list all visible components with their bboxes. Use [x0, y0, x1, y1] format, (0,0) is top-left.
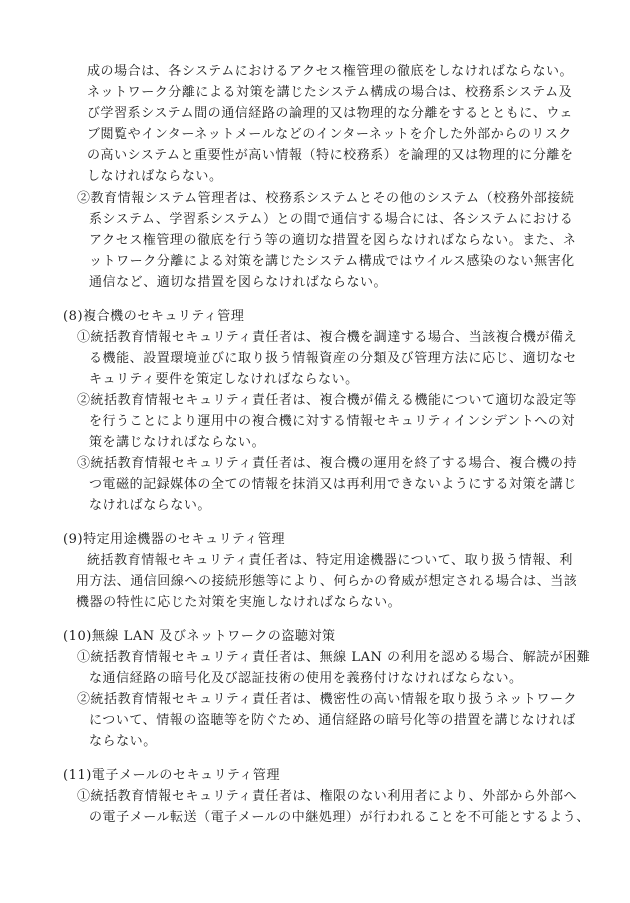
text-line: 策を講じなければならない。 — [89, 435, 266, 450]
text-line: キュリティ要件を策定しなければならない。 — [89, 372, 359, 387]
text-line: つ電磁的記録媒体の全ての情報を抹消又は再利用できないようにする対策を講じ — [89, 477, 577, 492]
text-line: ネットワーク分離による対策を講じたシステム構成の場合は、校務系システム及 — [87, 85, 573, 100]
list-item: ①統括教育情報セキュリティ責任者は、複合機を調達する場合、当該複合機が備え — [77, 330, 578, 345]
text-line: なければならない。 — [89, 498, 211, 513]
text-line: 成の場合は、各システムにおけるアクセス権管理の徹底をしなければならない。 — [87, 64, 574, 79]
text-line: 統括教育情報セキュリティ責任者は、特定用途機器について、取り扱う情報、利 — [87, 553, 573, 568]
text-line: 機器の特性に応じた対策を実施しなければならない。 — [76, 595, 402, 610]
text-line: 用方法、通信回線への接続形態等により、何らかの脅威が想定される場合は、当該 — [76, 574, 578, 589]
list-item: ②統括教育情報セキュリティ責任者は、複合機が備える機能について適切な設定等 — [77, 393, 577, 408]
text-line: る機能、設置環境並びに取り扱う情報資産の分類及び管理方法に応じ、適切なセ — [89, 351, 577, 366]
text-line: アクセス権管理の徹底を行う等の適切な措置を図らなければならない。また、ネ — [89, 233, 577, 248]
text-line: び学習系システム間の通信経路の論理的又は物理的な分離をするとともに、ウェ — [87, 106, 573, 121]
text-line: について、情報の盗聴等を防ぐため、通信経路の暗号化等の措置を講じなければ — [89, 713, 576, 728]
text-line: 通信など、適切な措置を図らなければならない。 — [89, 275, 388, 290]
list-item: ③統括教育情報セキュリティ責任者は、複合機の運用を終了する場合、複合機の持 — [77, 456, 578, 471]
list-item: ①統括教育情報セキュリティ責任者は、権限のない利用者により、外部から外部へ — [77, 789, 578, 804]
text-line: ットワーク分離による対策を講じたシステム構成ではウイルス感染のない無害化 — [89, 254, 575, 269]
text-line: を行うことにより運用中の複合機に対する情報セキュリティインシデントへの対 — [89, 414, 575, 429]
text-line: ならない。 — [89, 734, 157, 749]
text-line: ブ閲覧やインターネットメールなどのインターネットを介した外部からのリスク — [87, 127, 572, 142]
list-item: ②教育情報システム管理者は、校務系システムとその他のシステム（校務外部接続 — [77, 191, 575, 206]
section-heading: (11)電子メールのセキュリティ管理 — [63, 768, 281, 783]
section-heading: (10)無線 LAN 及びネットワークの盗聴対策 — [63, 629, 336, 644]
section-heading: (9)特定用途機器のセキュリティ管理 — [63, 532, 286, 547]
section-heading: (8)複合機のセキュリティ管理 — [63, 309, 245, 324]
list-item: ②統括教育情報セキュリティ責任者は、機密性の高い情報を取り扱うネットワーク — [77, 692, 578, 707]
text-line: の高いシステムと重要性が高い情報（特に校務系）を論理的又は物理的に分離を — [87, 148, 574, 163]
list-item: ①統括教育情報セキュリティ責任者は、無線 LAN の利用を認める場合、解読が困難 — [77, 650, 591, 665]
text-line: の電子メール転送（電子メールの中継処理）が行われることを不可能とするよう、 — [89, 810, 590, 825]
text-line: な通信経路の暗号化及び認証技術の使用を義務付けなければならない。 — [89, 671, 523, 686]
text-line: しなければならない。 — [87, 169, 223, 184]
text-line: 系システム、学習系システム）との間で通信する場合には、各システムにおける — [89, 212, 574, 227]
